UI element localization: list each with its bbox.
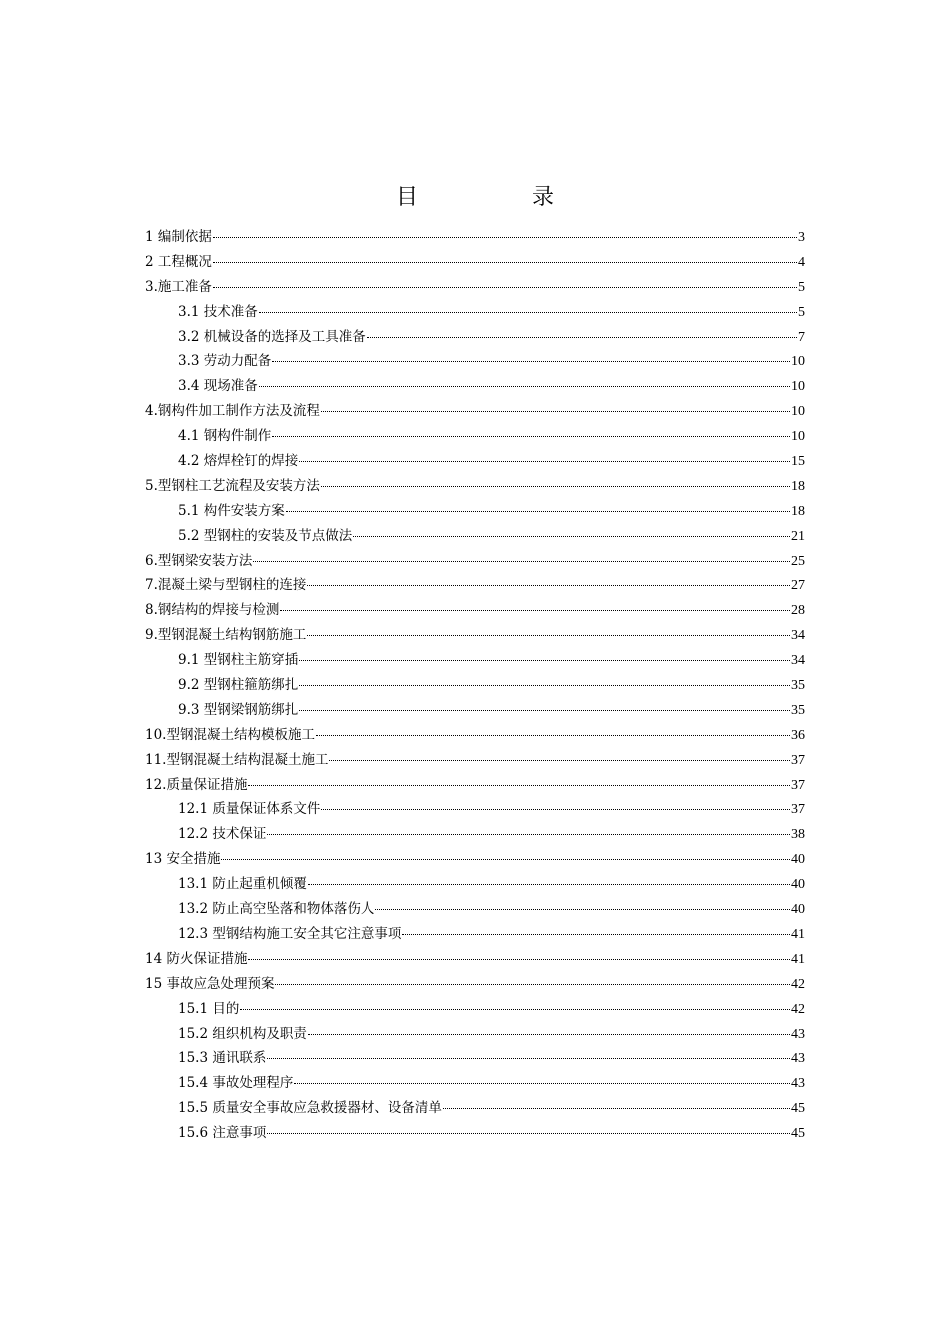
toc-dot-leader (286, 511, 790, 512)
toc-entry[interactable] (145, 375, 805, 400)
toc-dot-leader (443, 1108, 790, 1109)
toc-entry-label: 11.型钢混凝土结构混凝土施工 (145, 751, 329, 768)
toc-entry-label: 1 编制依据 (145, 229, 212, 245)
toc-entry-page-number: 35 (791, 678, 805, 694)
toc-entry-page-number: 18 (791, 478, 805, 494)
toc-entry-page-number: 5 (798, 304, 805, 320)
toc-entry-label: 9.1 型钢柱主筋穿插 (178, 652, 299, 669)
toc-entry-page-number: 41 (791, 951, 805, 967)
toc-entry-label: 9.3 型钢梁钢筋绑扎 (178, 701, 299, 718)
toc-dot-leader (299, 710, 790, 711)
toc-entry-page-number: 37 (791, 752, 805, 768)
toc-entry-label: 4.1 钢构件制作 (178, 428, 272, 445)
toc-entry[interactable] (145, 276, 805, 301)
toc-dot-leader (316, 735, 790, 736)
toc-entry-label: 4.钢构件加工制作方法及流程 (145, 403, 320, 420)
toc-entry[interactable] (145, 973, 805, 998)
toc-entry-label: 15.2 组织机构及职责 (178, 1025, 307, 1042)
toc-entry[interactable] (145, 649, 805, 674)
toc-dot-leader (213, 262, 797, 263)
toc-dot-leader (259, 312, 797, 313)
toc-entry-page-number: 37 (791, 802, 805, 818)
toc-entry-page-number: 28 (791, 603, 805, 619)
toc-entry[interactable] (145, 500, 805, 525)
toc-entry-label: 8.钢结构的焊接与检测 (145, 602, 280, 619)
toc-entry-page-number: 45 (791, 1101, 805, 1117)
toc-entry-label: 15.6 注意事项 (178, 1125, 267, 1142)
toc-entry-page-number: 27 (791, 578, 805, 594)
toc-entry[interactable] (145, 674, 805, 699)
toc-entry-label: 3.3 劳动力配备 (178, 353, 272, 370)
toc-dot-leader (321, 809, 790, 810)
toc-entry-page-number: 21 (791, 528, 805, 544)
toc-entry[interactable] (145, 774, 805, 799)
toc-dot-leader (321, 486, 790, 487)
toc-dot-leader (213, 287, 797, 288)
toc-entry-label: 13.1 防止起重机倾覆 (178, 876, 307, 893)
toc-dot-leader (267, 834, 790, 835)
toc-entry-page-number: 45 (791, 1126, 805, 1142)
toc-entry-page-number: 35 (791, 702, 805, 718)
toc-dot-leader (275, 984, 790, 985)
toc-entry[interactable] (145, 749, 805, 774)
toc-entry-label: 9.型钢混凝土结构钢筋施工 (145, 627, 307, 644)
toc-entry-label: 5.1 构件安装方案 (178, 502, 285, 519)
toc-entry-page-number: 42 (791, 1001, 805, 1017)
toc-entry-page-number: 34 (791, 653, 805, 669)
toc-dot-leader (308, 884, 790, 885)
toc-dot-leader (307, 635, 790, 636)
toc-entry-page-number: 3 (798, 230, 805, 245)
toc-entry-label: 14 防火保证措施 (145, 950, 248, 967)
toc-entry[interactable] (145, 699, 805, 724)
toc-entry-label: 4.2 熔焊栓钉的焊接 (178, 453, 299, 470)
toc-dot-leader (299, 660, 790, 661)
toc-dot-leader (240, 1009, 790, 1010)
toc-entry-page-number: 4 (798, 254, 805, 270)
toc-entry-page-number: 34 (791, 628, 805, 644)
toc-dot-leader (307, 585, 790, 586)
toc-entry[interactable] (145, 1122, 805, 1147)
toc-entry-label: 3.1 技术准备 (178, 303, 258, 320)
toc-entry-page-number: 43 (791, 1051, 805, 1067)
toc-entry-page-number: 15 (791, 454, 805, 470)
toc-entry-page-number: 40 (791, 902, 805, 918)
toc-entry-label: 7.混凝土梁与型钢柱的连接 (145, 577, 307, 594)
toc-entry[interactable] (145, 898, 805, 923)
toc-entry-label: 15.3 通讯联系 (178, 1050, 267, 1067)
toc-dot-leader (248, 785, 790, 786)
toc-entry-page-number: 38 (791, 827, 805, 843)
toc-entry[interactable] (145, 301, 805, 326)
toc-entry-label: 3.2 机械设备的选择及工具准备 (178, 328, 366, 345)
toc-entry-label: 12.2 技术保证 (178, 826, 267, 843)
toc-entry[interactable] (145, 624, 805, 649)
toc-entry-label: 15 事故应急处理预案 (145, 975, 275, 992)
toc-entry-label: 5.2 型钢柱的安装及节点做法 (178, 527, 353, 544)
toc-entry[interactable] (145, 574, 805, 599)
toc-dot-leader (221, 859, 790, 860)
toc-entry[interactable] (145, 326, 805, 351)
toc-entry[interactable] (145, 848, 805, 873)
toc-dot-leader (321, 411, 790, 412)
toc-dot-leader (375, 909, 790, 910)
toc-entry-label: 12.质量保证措施 (145, 776, 248, 793)
toc-entry[interactable] (145, 251, 805, 276)
toc-entry[interactable] (145, 798, 805, 823)
toc-entry[interactable] (145, 873, 805, 898)
toc-entry[interactable] (145, 998, 805, 1023)
toc-entry-page-number: 10 (791, 379, 805, 395)
toc-entry-page-number: 10 (791, 404, 805, 420)
toc-entry-label: 12.1 质量保证体系文件 (178, 801, 321, 818)
toc-entry[interactable] (145, 923, 805, 948)
toc-dot-leader (213, 237, 797, 238)
toc-entry-page-number: 41 (791, 926, 805, 942)
toc-entry-label: 13 安全措施 (145, 851, 221, 868)
toc-dot-leader (267, 1058, 790, 1059)
toc-entry[interactable] (145, 599, 805, 624)
toc-entry[interactable] (145, 350, 805, 375)
page-title: 目 录 (395, 185, 600, 210)
toc-entry-page-number: 40 (791, 877, 805, 893)
toc-entry-label: 15.5 质量安全事故应急救援器材、设备清单 (178, 1100, 442, 1117)
toc-entry[interactable] (145, 948, 805, 973)
toc-entry[interactable] (145, 400, 805, 425)
toc-entry-page-number: 10 (791, 354, 805, 370)
toc-entry[interactable] (145, 1047, 805, 1072)
toc-entry-label: 5.型钢柱工艺流程及安装方法 (145, 477, 320, 494)
toc-entry[interactable] (145, 226, 805, 251)
toc-entry-label: 12.3 型钢结构施工安全其它注意事项 (178, 925, 402, 942)
toc-dot-leader (402, 934, 790, 935)
toc-dot-leader (280, 610, 790, 611)
toc-entry-page-number: 36 (791, 727, 805, 743)
toc-entry-label: 15.4 事故处理程序 (178, 1075, 294, 1092)
toc-entry-page-number: 43 (791, 1076, 805, 1092)
toc-entry-label: 3.4 现场准备 (178, 378, 258, 395)
toc-dot-leader (253, 561, 790, 562)
toc-entry[interactable] (145, 724, 805, 749)
toc-entry-label: 10.型钢混凝土结构模板施工 (145, 726, 315, 743)
toc-entry[interactable] (145, 1097, 805, 1122)
toc-entry-page-number: 25 (791, 553, 805, 569)
toc-entry[interactable] (145, 823, 805, 848)
toc-entry-page-number: 42 (791, 976, 805, 992)
toc-entry-page-number: 10 (791, 429, 805, 445)
toc-dot-leader (308, 1034, 790, 1035)
toc-dot-leader (272, 436, 790, 437)
toc-dot-leader (353, 536, 790, 537)
toc-dot-leader (267, 1133, 790, 1134)
toc-entry-label: 2 工程概况 (145, 253, 212, 270)
toc-entry[interactable] (145, 425, 805, 450)
toc-entry-page-number: 43 (791, 1026, 805, 1042)
toc-entry-page-number: 5 (798, 279, 805, 295)
toc-entry-page-number: 18 (791, 503, 805, 519)
toc-entry-page-number: 37 (791, 777, 805, 793)
toc-dot-leader (248, 959, 790, 960)
toc-entry[interactable] (145, 525, 805, 550)
toc-dot-leader (299, 685, 790, 686)
table-of-contents (145, 226, 805, 1147)
toc-entry-page-number: 7 (798, 329, 805, 345)
toc-entry[interactable] (145, 550, 805, 575)
toc-dot-leader (259, 386, 790, 387)
toc-entry[interactable] (145, 1072, 805, 1097)
toc-entry-label: 6.型钢梁安装方法 (145, 552, 253, 569)
toc-entry[interactable] (145, 1023, 805, 1048)
toc-entry[interactable] (145, 475, 805, 500)
toc-entry-label: 3.施工准备 (145, 278, 212, 295)
toc-dot-leader (272, 361, 790, 362)
toc-entry-label: 9.2 型钢柱箍筋绑扎 (178, 677, 299, 694)
toc-entry-page-number: 40 (791, 852, 805, 868)
toc-entry-label: 15.1 目的 (178, 1000, 240, 1017)
toc-dot-leader (294, 1083, 790, 1084)
toc-dot-leader (329, 760, 790, 761)
toc-entry-label: 13.2 防止高空坠落和物体落伤人 (178, 901, 375, 918)
toc-entry[interactable] (145, 450, 805, 475)
toc-dot-leader (299, 461, 790, 462)
toc-dot-leader (367, 337, 797, 338)
